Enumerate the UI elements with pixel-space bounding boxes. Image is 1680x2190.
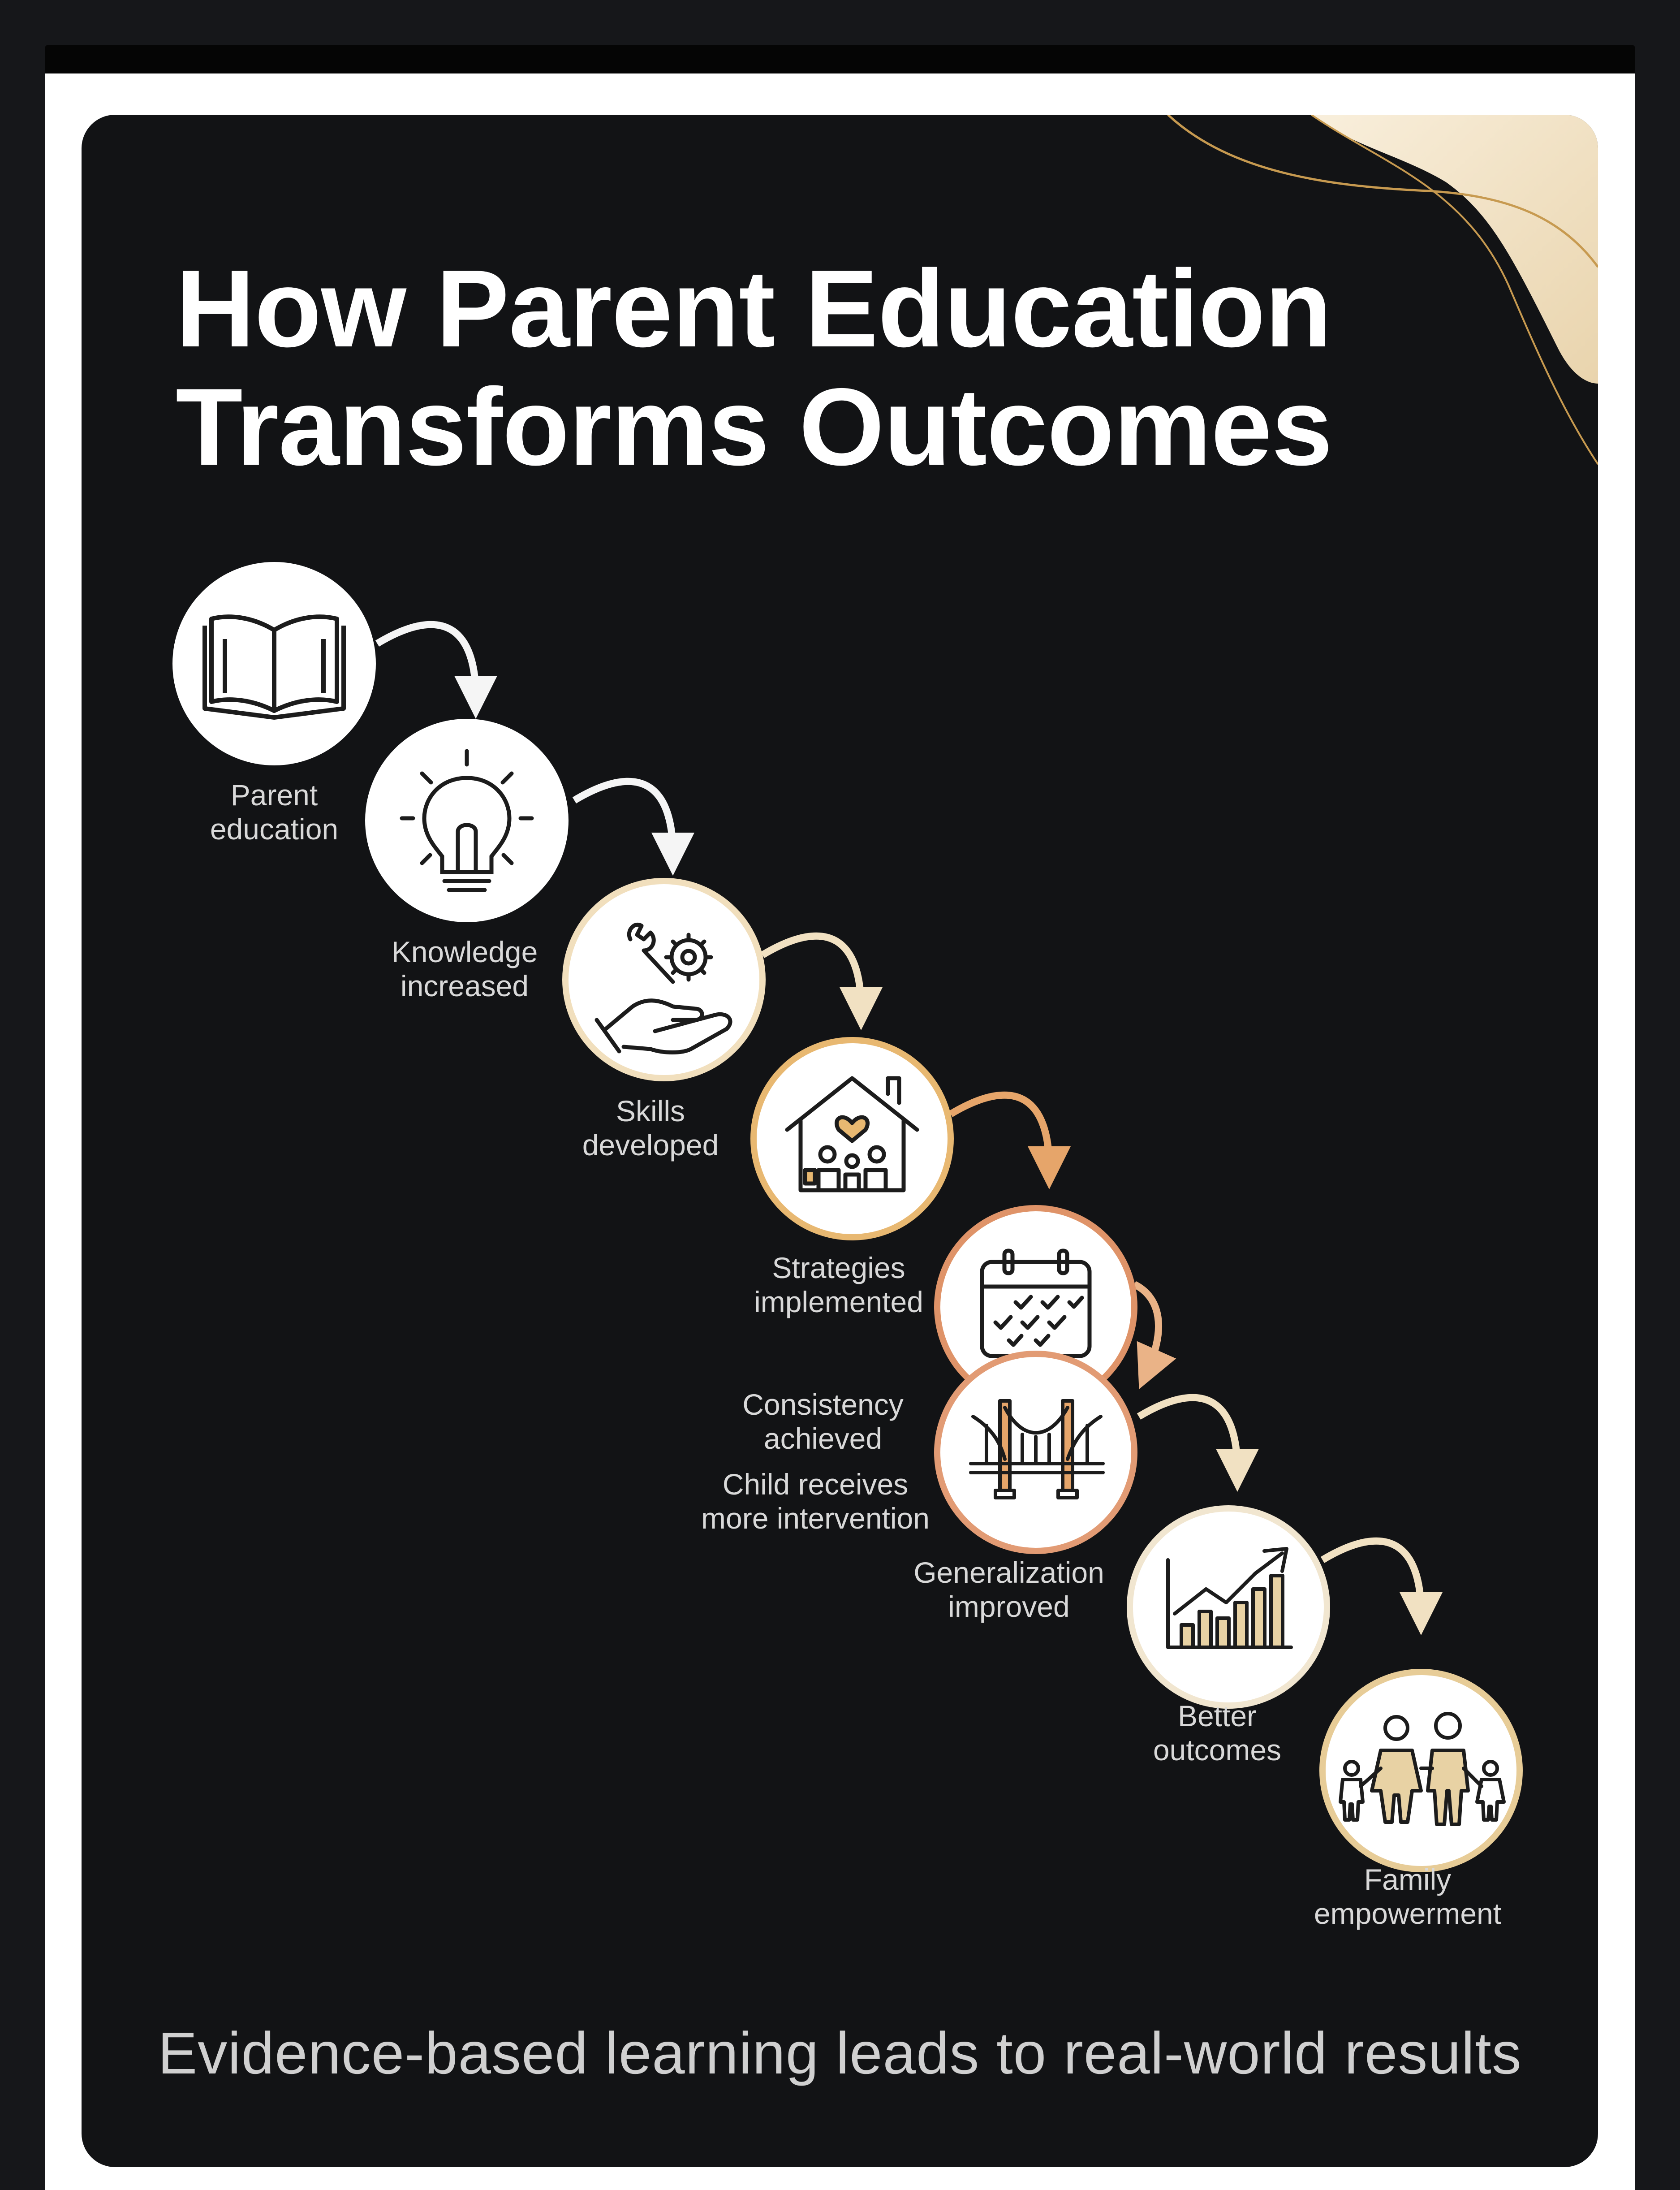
window-top-bar: [45, 45, 1635, 73]
flow-arrow-7: [1322, 1541, 1421, 1614]
label-skills-developed: Skills developed: [582, 1094, 719, 1162]
flow-arrow-5: [1134, 1284, 1159, 1369]
label-generalization-improved: Generalization improved: [913, 1556, 1104, 1623]
step-generalization-improved: [937, 1354, 1134, 1551]
flow-arrow-3: [762, 936, 861, 1009]
step-family-empowerment: [1322, 1672, 1520, 1869]
label-family-empowerment: Family empowerment: [1314, 1863, 1502, 1930]
label-better-outcomes: Better outcomes: [1153, 1699, 1282, 1767]
flow-arrow-6: [1139, 1398, 1237, 1470]
label-consistency-achieved: Consistency achieved: [742, 1388, 904, 1455]
label-parent-education: Parent education: [210, 778, 339, 846]
flow-arrow-4: [951, 1095, 1049, 1168]
label-knowledge-increased: Knowledge increased: [391, 935, 538, 1002]
infographic-card: [82, 115, 1598, 2167]
title-line-2: Transforms Outcomes: [176, 365, 1332, 488]
label-strategies-implemented: Strategies implemented: [754, 1251, 923, 1318]
process-flow-diagram: [82, 115, 1598, 2167]
title-line-1: How Parent Education: [176, 247, 1332, 370]
flow-arrow-1: [377, 625, 476, 697]
label-side-note: Child receives more intervention: [701, 1468, 930, 1535]
tagline: Evidence-based learning leads to real-world results: [158, 2020, 1522, 2086]
step-parent-education: [176, 565, 373, 762]
step-strategies-implemented: [754, 1040, 951, 1237]
flow-arrow-2: [574, 782, 673, 854]
step-better-outcomes: [1130, 1508, 1327, 1706]
step-skills-developed: [565, 881, 762, 1078]
